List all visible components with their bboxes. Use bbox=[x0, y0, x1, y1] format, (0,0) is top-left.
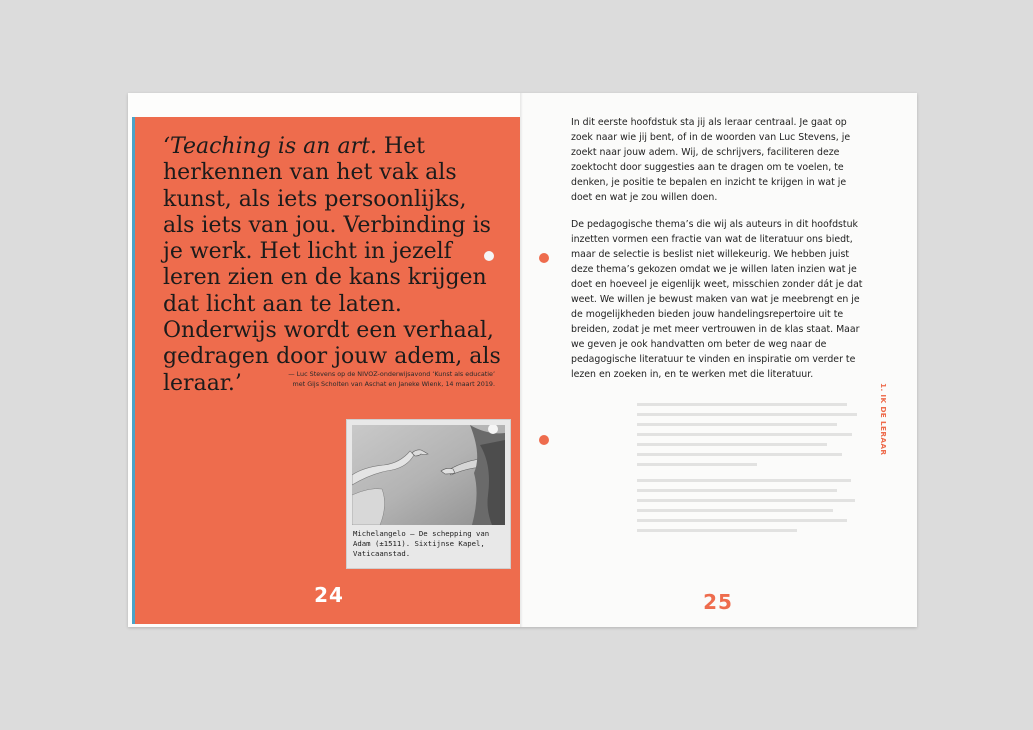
creation-of-adam-image bbox=[352, 425, 505, 525]
chapter-tab bbox=[876, 383, 888, 463]
paragraph-1: In dit eerste hoofdstuk sta jij als leraar centraal. Je gaat op zoek naar wie jij bent, of in de woorden van Luc Stevens, je zoekt naar jouw adem. Wij, de schrijvers, faciliteren deze zoektocht door suggesties aan te dragen om te voelen, te denken, je positie te bepalen en inzicht te krijgen in wat je doet en wat je zou willen doen. bbox=[571, 117, 851, 203]
attribution-line-2: met Gijs Scholten van Aschat en Janeke Wienk, 14 maart 2019. bbox=[292, 380, 495, 388]
attribution-line-1: — Luc Stevens op de NIVOZ-onderwijsavond ‘Kunst als educatie’ bbox=[288, 370, 495, 378]
binder-hole-top-left bbox=[484, 251, 494, 261]
binder-hole-top-right bbox=[539, 253, 549, 263]
show-through-text bbox=[637, 403, 861, 557]
right-page bbox=[523, 93, 917, 627]
page-number-left: 24 bbox=[314, 583, 344, 607]
image-caption: Michelangelo — De schepping van Adam (±1511). Sixtijnse Kapel, Vaticaanstad. bbox=[353, 529, 490, 558]
image-card bbox=[347, 420, 510, 568]
page-number-right: 25 bbox=[703, 590, 733, 614]
binder-hole-bottom-right bbox=[539, 435, 549, 445]
quote-panel bbox=[132, 117, 523, 624]
paragraph-2: De pedagogische thema’s die wij als auteurs in dit hoofdstuk inzetten vormen een fractie van wat de literatuur ons biedt, maar de selectie is beslist niet willekeurig. We hebben juist deze thema’s gekozen omdat we je willen laten inzien wat je doet en hoeveel je eigenlijk weet, misschien zonder dát je dat weet. We willen je bewust maken van wat je meebrengt en je de mogelijkheden bieden jouw handelingsrepertoire uit te breiden, zodat je met meer vertrouwen in de klas staat. Maar we geven je ook handvatten om beter de weg naar de pedagogische literatuur te vinden en inspiratie om verder te lezen en zoeken in, en te werken met die literatuur. bbox=[571, 219, 863, 380]
book-spread bbox=[128, 93, 917, 627]
quote-lead: ‘Teaching is an art. bbox=[163, 134, 377, 159]
left-page bbox=[128, 93, 520, 627]
quote-body: Het herkennen van het vak als kunst, als iets persoonlijks, als iets van jou. Verbinding is je werk. Het licht in jezelf leren zien en de kans krijgen dat licht aan te laten. Onderwijs wordt een verhaal, gedragen door jouw adem, als leraar.’ bbox=[163, 134, 501, 396]
body-text bbox=[571, 116, 867, 395]
pull-quote bbox=[163, 134, 503, 397]
chapter-label: 1. IK DE LERAAR bbox=[879, 383, 888, 456]
quote-attribution bbox=[195, 369, 495, 389]
